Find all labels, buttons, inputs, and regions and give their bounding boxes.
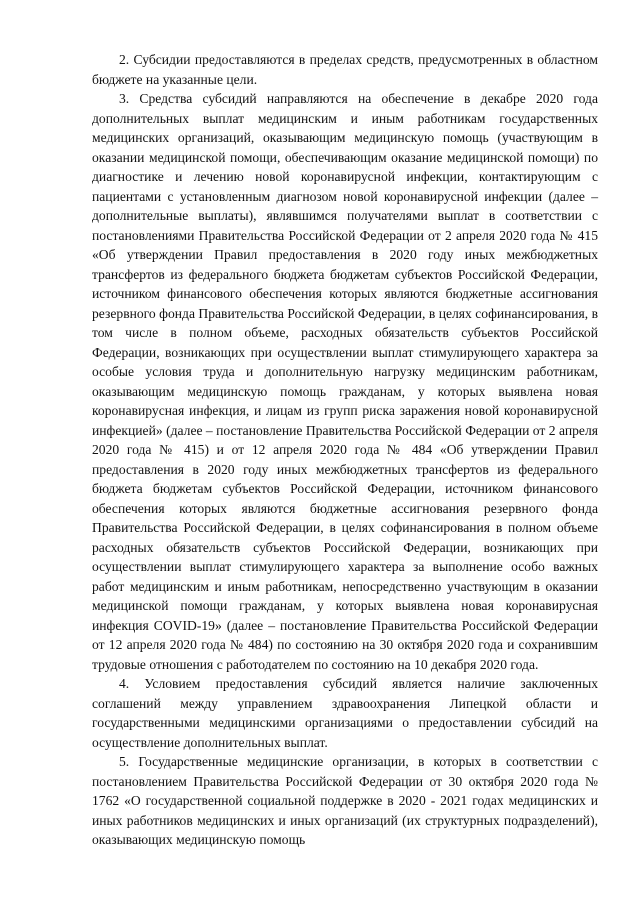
paragraph-4: 4. Условием предоставления субсидий является наличие заключенных соглашений между управлением здравоохранения Липецкой области и государственными медицинскими организациями о предоставлении субсидий на осуществление дополнительных выплат. — [92, 676, 598, 750]
paragraph-2: 2. Субсидии предоставляются в пределах средств, предусмотренных в областном бюджете на указанные цели. — [92, 52, 598, 87]
paragraph-3: 3. Средства субсидий направляются на обеспечение в декабре 2020 года дополнительных выплат медицинским и иным работникам государственных медицинских организаций, оказывающим медицинскую помощь (участвующим в оказании медицинской помощи, обеспечивающим оказание медицинской помощи) по диагностике и лечению новой коронавирусной инфекции, контактирующим с пациентами с установленным диагнозом новой коронавирусной инфекции (далее – дополнительные выплаты), являвшимся получателями выплат в соответствии с постановлениями Правительства Российской Федерации от 2 апреля 2020 года № 415 «Об утверждении Правил предоставления в 2020 году иных межбюджетных трансфертов из федерального бюджета бюджетам субъектов Российской Федерации, источником финансового обеспечения которых являются бюджетные ассигнования резервного фонда Правительства Российской Федерации, в целях софинансирования, в том числе в полном объеме, расходных обязательств субъектов Российской Федерации, возникающих при осуществлении выплат стимулирующего характера за особые условия труда и дополнительную нагрузку медицинским работникам, оказывающим медицинскую помощь гражданам, у которых выявлена новая коронавирусная инфекция, и лицам из групп риска заражения новой коронавирусной инфекцией» (далее – постановление Правительства Российской Федерации от 2 апреля 2020 года № 415) и от 12 апреля 2020 года № 484 «Об утверждении Правил предоставления в 2020 году иных межбюджетных трансфертов из федерального бюджета бюджетам субъектов Российской Федерации, источником финансового обеспечения которых являются бюджетные ассигнования резервного фонда Правительства Российской Федерации, в целях софинансирования в полном объеме расходных обязательств субъектов Российской Федерации, возникающих при осуществлении выплат стимулирующего характера за выполнение особо важных работ медицинским и иным работникам, непосредственно участвующим в оказании медицинской помощи гражданам, у которых выявлена новая коронавирусная инфекция COVID-19» (далее – постановление Правительства Российской Федерации от 12 апреля 2020 года № 484) по состоянию на 30 октября 2020 года и сохранившим трудовые отношения с работодателем по состоянию на 10 декабря 2020 года. — [92, 91, 598, 672]
paragraph-5: 5. Государственные медицинские организации, в которых в соответствии с постановлением Правительства Российской Федерации от 30 октября 2020 года № 1762 «О государственной социальной поддержке в 2020 - 2021 годах медицинских и иных работников медицинских и иных организаций (их структурных подразделений), оказывающих медицинскую помощь — [92, 754, 598, 847]
document-page — [92, 50, 598, 850]
